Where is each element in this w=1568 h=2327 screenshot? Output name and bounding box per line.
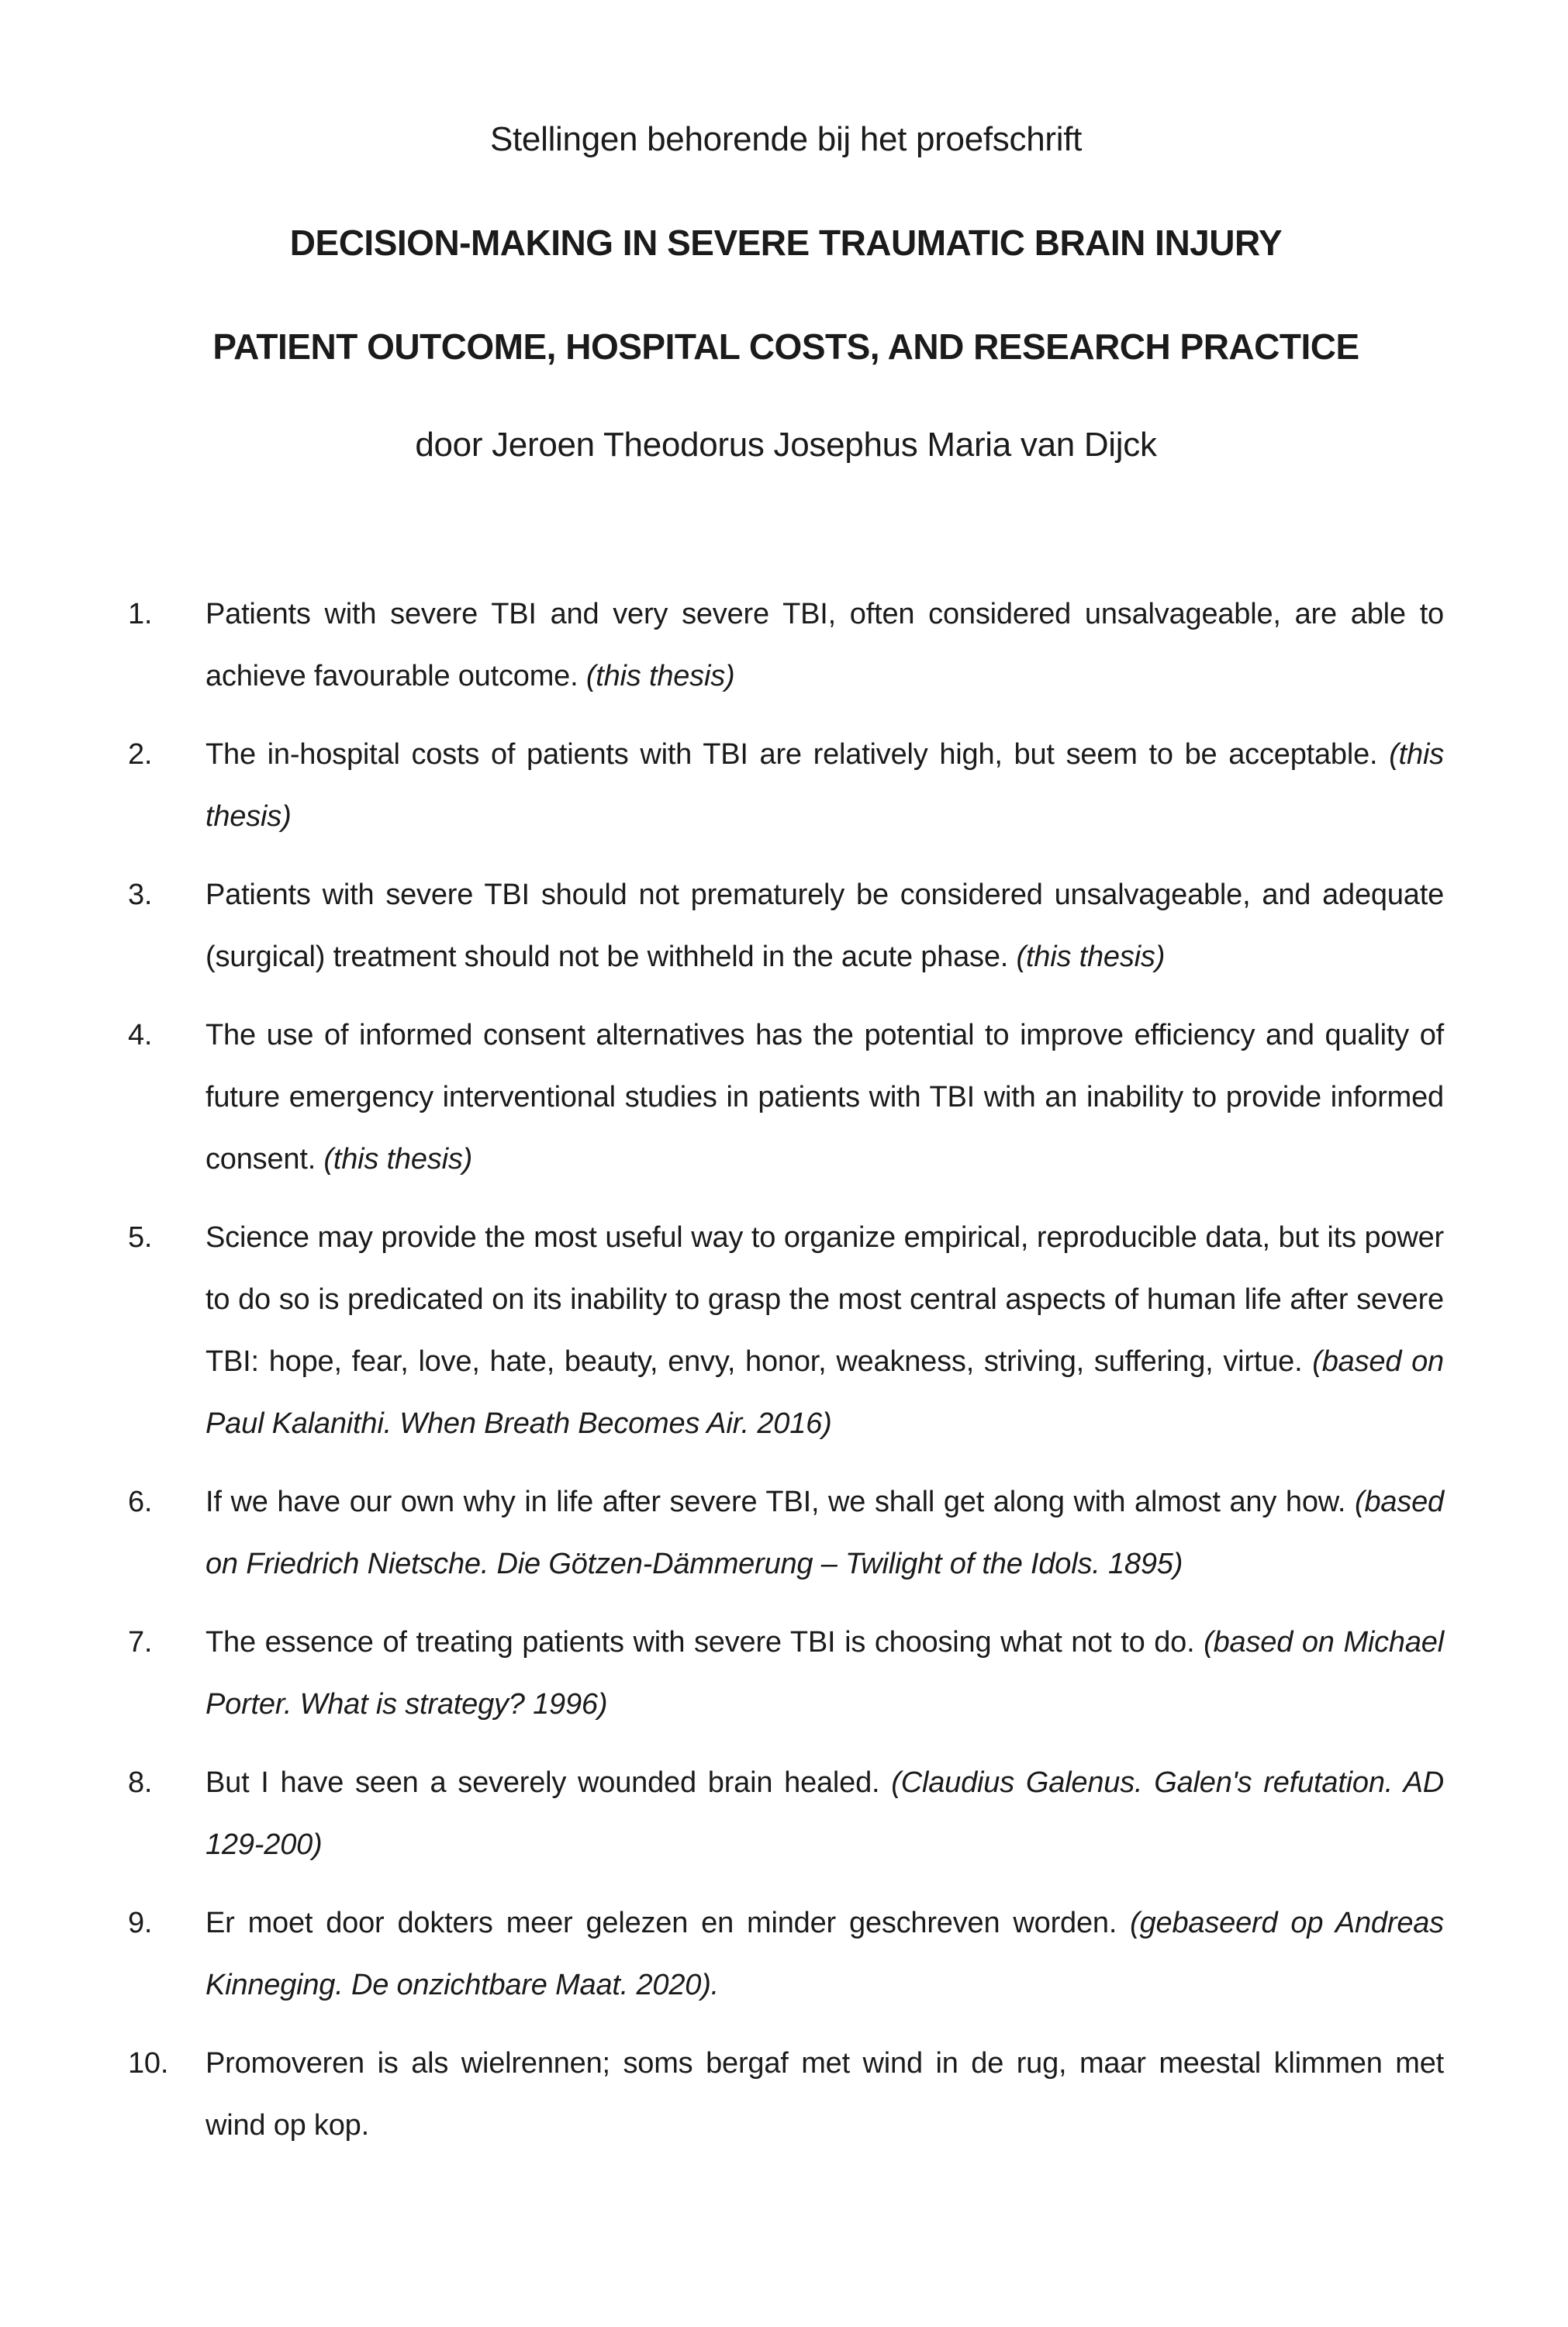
proposition-item [128,723,1444,848]
proposition-item [128,1471,1444,1595]
proposition-item [128,1004,1444,1190]
proposition-statement: Promoveren is als wielrennen; soms bergaf met wind in de rug, maar meestal klimmen met wind op kop. [205,2047,1444,2142]
citation-text: (based on Friedrich Nietsche. Die Götzen-Dämmerung – Twilight of the Idols. 1895) [205,1486,1444,1580]
proposition-text [205,723,1444,848]
proposition-number: 1. [128,598,153,630]
proposition-item [128,1892,1444,2016]
citation-text: (based on Michael Porter. What is strategy? 1996) [205,1626,1444,1721]
proposition-item [128,2032,1444,2156]
proposition-statement: The essence of treating patients with severe TBI is choosing what not to do. [205,1626,1204,1659]
proposition-statement: The use of informed consent alternatives has the potential to improve efficiency and quality of future emergency interventional studies in patients with TBI with an inability to provide informed consent. [205,1019,1444,1176]
propositions-list [128,583,1444,2156]
proposition-number: 2. [128,738,153,771]
citation-text: (this thesis) [205,738,1444,833]
proposition-number: 5. [128,1221,153,1254]
citation-text: (this thesis) [585,660,735,692]
proposition-statement: Science may provide the most useful way to organize empirical, reproducible data, but its power to do so is predicated on its inability to grasp the most central aspects of human life after severe TBI: hope, fear, love, hate, beauty, envy, honor, weakness, striving, suffering, virtue. [205,1221,1444,1378]
proposition-number: 8. [128,1766,153,1799]
header-block [128,116,1444,468]
proposition-number: 4. [128,1019,153,1051]
proposition-item [128,864,1444,988]
thesis-title-line-1: DECISION-MAKING IN SEVERE TRAUMATIC BRAIN INJURY [289,223,1283,263]
thesis-author: door Jeroen Theodorus Josephus Maria van Dijck [415,426,1157,464]
proposition-statement: Er moet door dokters meer gelezen en minder geschreven worden. [205,1907,1131,1939]
citation-text: (gebaseerd op Andreas Kinneging. De onzichtbare Maat. 2020). [205,1907,1444,2001]
proposition-text [205,1207,1444,1455]
proposition-statement: The in-hospital costs of patients with TBI are relatively high, but seem to be acceptable. [205,738,1390,771]
proposition-item [128,1752,1444,1876]
citation-text: (this thesis) [323,1143,473,1176]
proposition-number: 7. [128,1626,153,1659]
proposition-item [128,583,1444,707]
proposition-text [205,1892,1444,2016]
proposition-number: 3. [128,879,153,911]
proposition-text [205,2032,1444,2156]
proposition-item [128,1611,1444,1735]
proposition-text [205,1004,1444,1190]
proposition-number: 9. [128,1907,153,1939]
proposition-text [205,1471,1444,1595]
citation-text: (Claudius Galenus. Galen's refutation. AD 129-200) [205,1766,1444,1861]
proposition-statement: If we have our own why in life after severe TBI, we shall get along with almost any how. [205,1486,1355,1518]
proposition-text [205,864,1444,988]
proposition-text [205,1611,1444,1735]
proposition-number: 10. [128,2047,169,2080]
proposition-text [205,1752,1444,1876]
proposition-text [205,583,1444,707]
thesis-subtitle: Stellingen behorende bij het proefschrift [489,120,1083,158]
citation-text: (based on Paul Kalanithi. When Breath Becomes Air. 2016) [205,1345,1444,1440]
thesis-title-line-2: PATIENT OUTCOME, HOSPITAL COSTS, AND RESEARCH PRACTICE [212,326,1359,367]
proposition-item [128,1207,1444,1455]
proposition-statement: Patients with severe TBI and very severe TBI, often considered unsalvageable, are able to achieve favourable outcome. [205,598,1444,692]
proposition-statement: Patients with severe TBI should not prematurely be considered unsalvageable, and adequate (surgical) treatment should not be withheld in the acute phase. [205,879,1444,973]
proposition-statement: But I have seen a severely wounded brain healed. [205,1766,892,1799]
citation-text: (this thesis) [1016,941,1166,973]
proposition-number: 6. [128,1486,153,1518]
